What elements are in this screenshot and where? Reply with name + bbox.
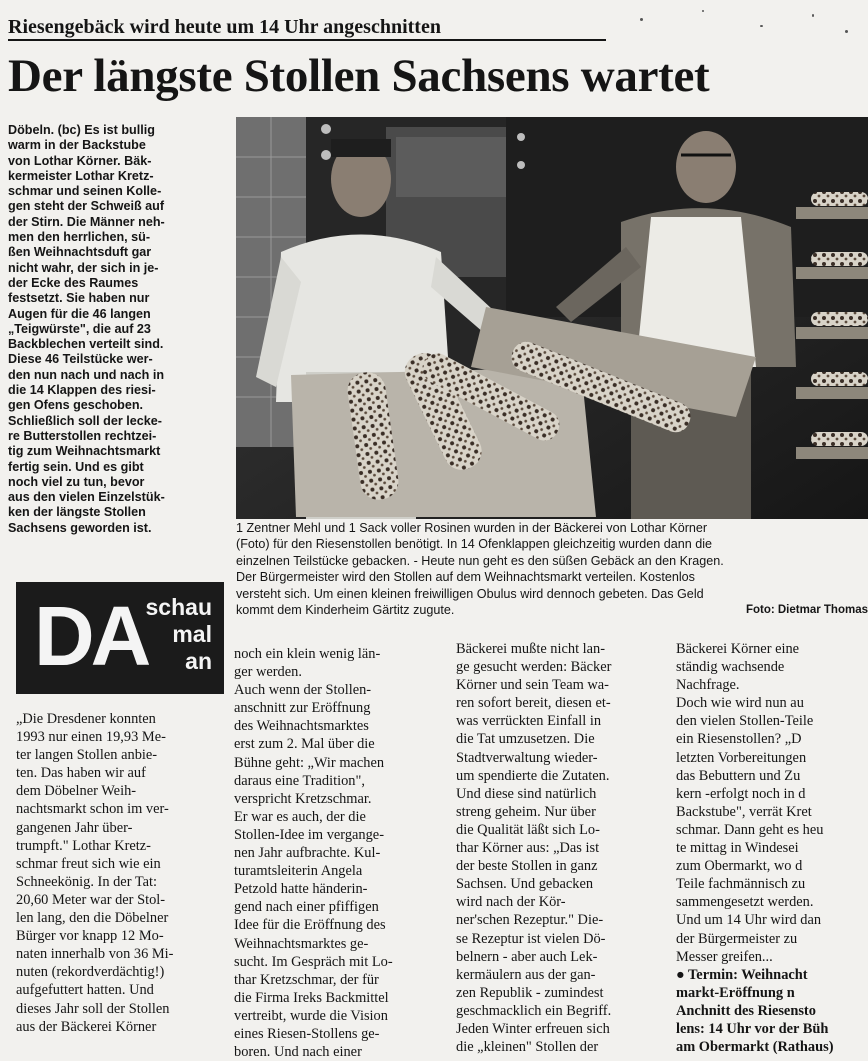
lead-line: gen steht der Schweiß auf bbox=[8, 199, 165, 214]
column-3-line: thar Körner aus: „Das ist bbox=[456, 840, 600, 857]
column-4-line: Backstube", verrät Kret bbox=[676, 803, 812, 820]
da-box-small-line: mal bbox=[172, 621, 212, 647]
column-3-line: se Rezeptur ist vielen Dö- bbox=[456, 930, 606, 947]
lead-paragraph bbox=[8, 123, 233, 536]
lead-line: von Lothar Körner. Bäk- bbox=[8, 153, 152, 168]
caption-line: einzelnen Teilstücke gebacken. - Heute nun geht es den süßen Gebäck an den Kragen. bbox=[236, 553, 724, 568]
lead-line: der Ecke des Raumes bbox=[8, 275, 139, 290]
body-column-4 bbox=[676, 640, 868, 1056]
lead-line: Augen für die 46 langen bbox=[8, 306, 151, 321]
column-3-line: Jeden Winter erfreuen sich bbox=[456, 1020, 610, 1037]
kicker-rule bbox=[8, 39, 606, 41]
column-4-line: das Bebuttern und Zu bbox=[676, 767, 801, 784]
scan-speck bbox=[640, 18, 643, 21]
headline: Der längste Stollen Sachsens wartet bbox=[8, 50, 710, 102]
column-1-line: dem Döbelner Weih- bbox=[16, 783, 137, 800]
column-2-line: des Weihnachtsmarktes bbox=[234, 718, 369, 735]
column-3-line: wird nach der Kör- bbox=[456, 894, 566, 911]
da-box-small-label bbox=[146, 594, 212, 675]
column-3-line: die „kleinen" Stollen der bbox=[456, 1039, 599, 1056]
lead-line: aus den vielen Einzelstük- bbox=[8, 490, 165, 505]
column-1-line: Schneekönig. In der Tat: bbox=[16, 873, 157, 890]
column-2-line: Bühne geht: „Wir machen bbox=[234, 754, 385, 771]
column-3-line: was verrückten Einfall in bbox=[456, 713, 602, 730]
column-2-line: thar Kretzschmar, der für bbox=[234, 971, 379, 988]
column-3-line: Bäckerei mußte nicht lan- bbox=[456, 641, 606, 657]
column-2-line: sucht. Im Gespräch mit Lo- bbox=[234, 953, 393, 970]
column-4-line: ein Riesenstollen? „D bbox=[676, 731, 802, 748]
column-3-line: Körner und sein Team wa- bbox=[456, 677, 609, 694]
column-2-line: ger werden. bbox=[234, 664, 302, 681]
column-3-line: geschmacklich ein Begriff. bbox=[456, 1002, 612, 1019]
column-3-line: kermäulern aus der gan- bbox=[456, 966, 596, 983]
column-2-line: verspricht Kretzschmar. bbox=[234, 790, 372, 807]
column-1-line: naten innerhalb von 36 Mi- bbox=[16, 946, 174, 963]
column-2-line: vertreibt, wurde die Vision bbox=[234, 1007, 388, 1024]
caption-line: Der Bürgermeister wird den Stollen auf dem Weihnachtsmarkt verteilen. Kostenlos bbox=[236, 570, 695, 585]
column-1-line: len lang, den die Döbelner bbox=[16, 910, 169, 927]
lead-line: ßen Weihnachtsduft gar bbox=[8, 245, 152, 260]
column-2-line: Idee für die Eröffnung des bbox=[234, 917, 386, 934]
kicker: Riesengebäck wird heute um 14 Uhr angeschnitten bbox=[8, 16, 441, 38]
column-2-line: boren. Und nach einer bbox=[234, 1044, 362, 1061]
lead-line: Diese 46 Teilstücke wer- bbox=[8, 352, 153, 367]
da-box-big-label: DA bbox=[34, 589, 148, 683]
scan-speck bbox=[760, 25, 763, 27]
column-2-line: Weihnachtsmarktes ge- bbox=[234, 935, 369, 952]
da-schau-mal-an-box bbox=[16, 582, 224, 694]
lead-line: gen Ofens geschoben. bbox=[8, 398, 144, 413]
lead-line: warm in der Backstube bbox=[8, 138, 146, 153]
lead-line: den nun nach und nach in bbox=[8, 367, 165, 382]
column-4-line: Und um 14 Uhr wird dan bbox=[676, 912, 822, 929]
column-3-line: streng geheim. Nur über bbox=[456, 803, 596, 820]
column-3-line: zen Republik - zumindest bbox=[456, 984, 604, 1001]
column-4-line: Nachfrage. bbox=[676, 677, 740, 694]
body-column-1 bbox=[16, 710, 224, 1036]
bakery-photo bbox=[236, 117, 868, 519]
caption-line: versteht sich. Um einen kleinen freiwilligen Obulus wird dennoch gebeten. Das Geld bbox=[236, 586, 704, 601]
body-column-3 bbox=[456, 640, 668, 1056]
column-1-line: 1993 nur einen 19,93 Me- bbox=[16, 729, 166, 746]
lead-line: tig zum Weihnachtsmarkt bbox=[8, 444, 161, 459]
column-1-line: schmar freut sich wie ein bbox=[16, 855, 161, 872]
column-4-line: Teile fachmännisch zu bbox=[676, 876, 806, 893]
column-2-line: Petzold hatte händerin- bbox=[234, 881, 368, 898]
column-2-line: Er war es auch, der die bbox=[234, 808, 366, 825]
column-3-line: Stadtverwaltung wieder- bbox=[456, 749, 598, 766]
column-3-line: die Tat umzusetzen. Die bbox=[456, 731, 595, 748]
column-2-line: turamtsleiterin Angela bbox=[234, 863, 363, 880]
column-4-line: schmar. Dann geht es heu bbox=[676, 821, 824, 838]
column-1-line: aufgefuttert hatten. Und bbox=[16, 982, 154, 999]
column-4-line: ● Termin: Weihnacht bbox=[676, 966, 808, 983]
column-2-line: eines Riesen-Stollens ge- bbox=[234, 1025, 380, 1042]
scan-speck bbox=[702, 10, 704, 12]
caption-line: kommt dem Kinderheim Gärtitz zugute. bbox=[236, 603, 455, 618]
lead-line: schmar und seinen Kolle- bbox=[8, 184, 162, 199]
column-4-line: den vielen Stollen-Teile bbox=[676, 713, 814, 730]
da-box-small-line: schau bbox=[145, 594, 212, 620]
lead-line: fertig sein. Und es gibt bbox=[8, 459, 144, 474]
column-1-line: nachtsmarkt schon im ver- bbox=[16, 801, 169, 818]
column-1-line: aus der Bäckerei Körner bbox=[16, 1018, 157, 1035]
column-4-line: sammengesetzt werden. bbox=[676, 894, 814, 911]
lead-line: Backblechen verteilt sind. bbox=[8, 337, 164, 352]
column-4-line: ständig wachsende bbox=[676, 659, 785, 676]
lead-line: ken der längste Stollen bbox=[8, 505, 146, 520]
column-3-line: ren sofort bereit, diesen et- bbox=[456, 695, 611, 712]
column-3-line: belnern - aber auch Lek- bbox=[456, 948, 598, 965]
lead-line: noch viel zu tun, bevor bbox=[8, 474, 145, 489]
column-1-line: dieses Jahr soll der Stollen bbox=[16, 1000, 170, 1017]
column-4-line: markt-Eröffnung n bbox=[676, 984, 795, 1001]
column-4-line: der Bürgermeister zu bbox=[676, 930, 798, 947]
column-4-line: zum Obermarkt, wo d bbox=[676, 858, 803, 875]
column-2-line: daraus eine Tradition", bbox=[234, 772, 365, 789]
lead-line: Schließlich soll der lecke- bbox=[8, 413, 162, 428]
column-1-line: 20,60 Meter war der Stol- bbox=[16, 891, 166, 908]
column-4-line: Bäckerei Körner eine bbox=[676, 641, 800, 657]
column-3-line: um spendierte die Zutaten. bbox=[456, 767, 610, 784]
lead-line: festsetzt. Sie haben nur bbox=[8, 291, 150, 306]
column-4-line: Messer greifen... bbox=[676, 948, 773, 965]
column-2-line: nen Jahr aufbrachte. Kul- bbox=[234, 845, 381, 862]
lead-line: nicht wahr, der sich in je- bbox=[8, 260, 159, 275]
column-3-line: ge gesucht werden: Bäcker bbox=[456, 659, 612, 676]
column-3-line: Sachsen. Und gebacken bbox=[456, 876, 594, 893]
lead-line: Döbeln. (bc) Es ist bullig bbox=[8, 123, 155, 137]
column-2-line: die Firma Ireks Backmittel bbox=[234, 989, 389, 1006]
da-box-small-line: an bbox=[185, 648, 212, 674]
lead-line: kermeister Lothar Kretz- bbox=[8, 168, 154, 183]
lead-line: re Butterstollen rechtzei- bbox=[8, 428, 157, 443]
lead-line: der Stirn. Die Männer neh- bbox=[8, 214, 165, 229]
column-1-line: „Die Dresdener konnten bbox=[16, 711, 156, 727]
lead-line: men den herrlichen, sü- bbox=[8, 230, 151, 245]
column-1-line: trumpft." Lothar Kretz- bbox=[16, 837, 151, 854]
column-1-line: ten. Das haben wir auf bbox=[16, 765, 146, 782]
column-4-line: am Obermarkt (Rathaus) bbox=[676, 1039, 834, 1056]
column-3-line: ner'schen Rezeptur." Die- bbox=[456, 912, 604, 929]
column-2-line: anschnitt zur Eröffnung bbox=[234, 700, 371, 717]
column-4-line: kern -erfolgt noch in d bbox=[676, 785, 806, 802]
column-3-line: Und diese sind natürlich bbox=[456, 785, 597, 802]
column-4-line: letzten Vorbereitungen bbox=[676, 749, 807, 766]
lead-line: Sachsens geworden ist. bbox=[8, 520, 152, 535]
column-1-line: ter langen Stollen anbie- bbox=[16, 747, 158, 764]
lead-line: „Teigwürste", die auf 23 bbox=[8, 321, 151, 336]
body-column-2 bbox=[234, 645, 442, 1061]
caption-line: (Foto) für den Riesenstollen benötigt. In 14 Ofenklappen gleichzeitig wurden dann die bbox=[236, 537, 713, 552]
column-4-line: te mittag in Windesei bbox=[676, 840, 799, 857]
column-4-line: Doch wie wird nun au bbox=[676, 695, 804, 712]
lead-line: die 14 Klappen des riesi- bbox=[8, 383, 156, 398]
column-2-line: erst zum 2. Mal über die bbox=[234, 736, 375, 753]
column-3-line: die Qualität läßt sich Lo- bbox=[456, 821, 600, 838]
column-4-line: lens: 14 Uhr vor der Büh bbox=[676, 1020, 829, 1037]
column-2-line: Auch wenn der Stollen- bbox=[234, 682, 372, 699]
scan-speck bbox=[845, 30, 848, 33]
photo-credit: Foto: Dietmar Thomas bbox=[745, 604, 868, 616]
column-1-line: gangenen Jahr über- bbox=[16, 819, 133, 836]
column-1-line: Bürger vor knapp 12 Mo- bbox=[16, 928, 164, 945]
column-2-line: noch ein klein wenig län- bbox=[234, 646, 381, 662]
photo-caption bbox=[236, 520, 868, 618]
caption-line: 1 Zentner Mehl und 1 Sack voller Rosinen wurden in der Bäckerei von Lothar Körner bbox=[236, 521, 708, 535]
column-2-line: gend nach einer pfiffigen bbox=[234, 899, 379, 916]
column-4-line: Anchnitt des Riesensto bbox=[676, 1002, 816, 1019]
scan-speck bbox=[812, 14, 814, 17]
column-3-line: der beste Stollen in ganz bbox=[456, 858, 598, 875]
column-2-line: Stollen-Idee im vergange- bbox=[234, 826, 384, 843]
column-1-line: nuten (rekordverdächtig!) bbox=[16, 964, 165, 981]
